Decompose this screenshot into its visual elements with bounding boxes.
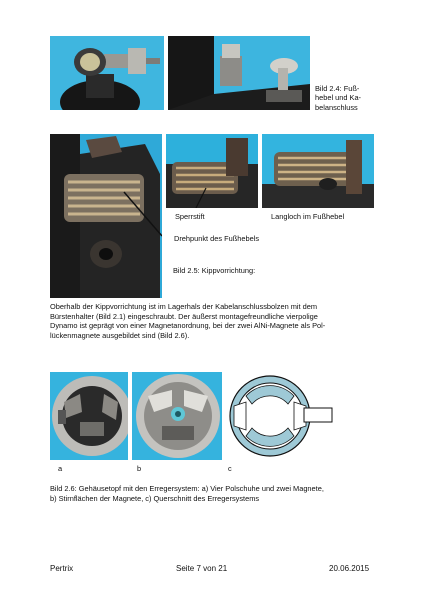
sublabel-a: a xyxy=(58,464,63,473)
body-paragraph: Oberhalb der Kippvorrichtung ist im Lagerhals der Kabelanschlussbolzen mit dem Bürstenhalter (Bild 2.1) eingeschraubt. Der äußerst montagefreundliche vierpolige Dynamo ist geprägt von einer Magnetanordnung, bei der zwei AlNi-Magnete als Pol- lückenmagnete ausgebildet sind (Bild 2.6). xyxy=(50,302,326,340)
footer-right: 20.06.2015 xyxy=(329,564,370,573)
photo-fig-2-4-left xyxy=(50,36,164,110)
caption-fig-2-4: Bild 2.4: Fuß- hebel und Ka- belanschluss xyxy=(315,84,362,112)
label-drehpunkt: Drehpunkt des Fußhebels xyxy=(174,234,260,243)
label-sperrstift: Sperrstift xyxy=(175,212,205,221)
label-langloch: Langloch im Fußhebel xyxy=(271,212,345,221)
photo-fig-2-6-a xyxy=(50,372,128,460)
photo-fig-2-5-middle xyxy=(166,134,258,208)
sublabel-c: c xyxy=(228,464,232,473)
sublabel-b: b xyxy=(137,464,142,473)
caption-fig-2-5: Bild 2.5: Kippvorrichtung: xyxy=(173,266,256,275)
photo-fig-2-5-main xyxy=(50,134,162,298)
caption-fig-2-6: Bild 2.6: Gehäusetopf mit den Erregersystem: a) Vier Polschuhe und zwei Magnete, b) Stirnflächen der Magnete, c) Querschnitt des Erregersystems xyxy=(50,484,324,503)
footer-center: Seite 7 von 21 xyxy=(176,564,228,573)
diagram-fig-2-6-c xyxy=(226,372,336,460)
footer-left: Pertrix xyxy=(50,564,74,573)
photo-fig-2-6-b xyxy=(132,372,222,460)
photo-fig-2-5-right xyxy=(262,134,374,208)
photo-fig-2-4-right xyxy=(168,36,310,110)
